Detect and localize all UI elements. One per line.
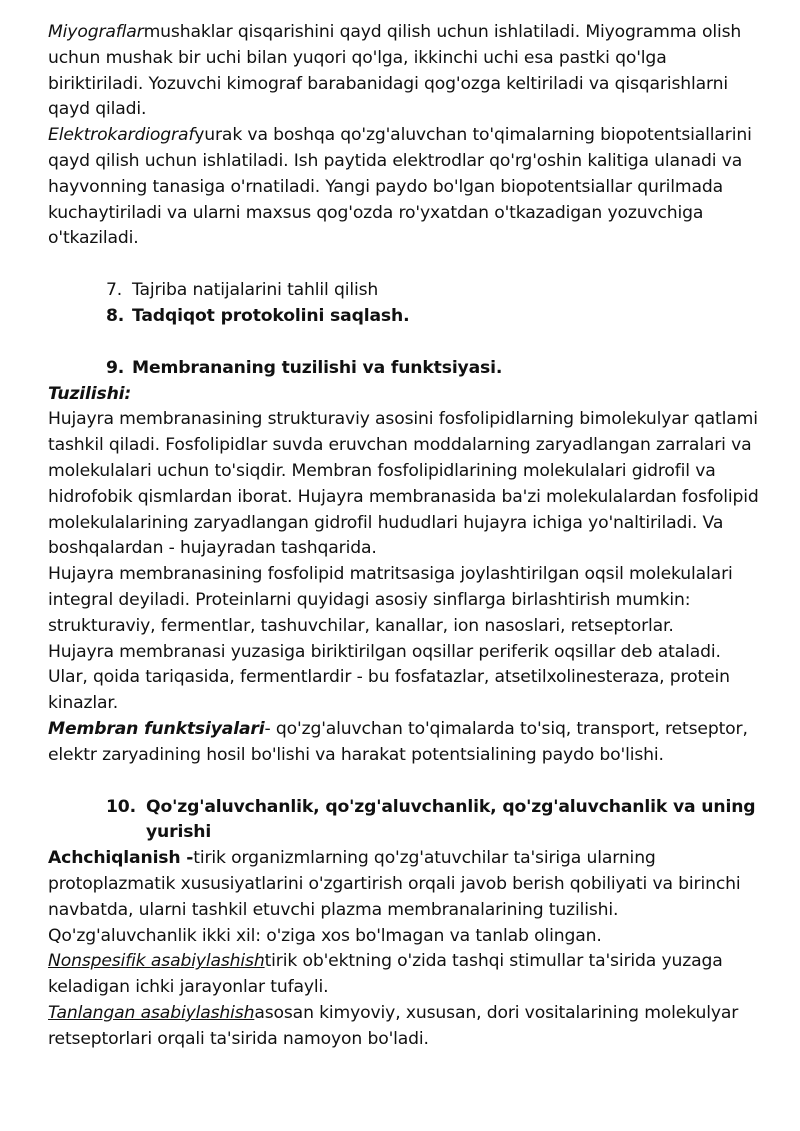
ecg-paragraph xyxy=(48,123,764,252)
membrane-functions-term: Membran funktsiyalari xyxy=(48,718,265,739)
section-9-number: 9. xyxy=(106,357,125,378)
membrane-paragraph-1: Hujayra membranasining strukturaviy asosini fosfolipidlarning bimolekulyar qatlami tashkil qiladi. Fosfolipidlar suvda eruvchan moddalarning zaryadlangan zarralari va molekulalari uchun to'siqdir. Membran fosfolipidlarining molekulalari gidrofil va hidrofobik qismlardan iborat. Hujayra membranasida ba'zi molekulalardan fosfolipid molekulalarining zaryadlangan gidrofil hududlari hujayra ichiga yo'naltiriladi. Va boshqalardan - hujayradan tashqarida. xyxy=(48,409,759,559)
myograph-paragraph xyxy=(48,20,764,123)
spacer xyxy=(48,330,764,356)
membrane-functions-paragraph xyxy=(48,717,764,769)
steps-list xyxy=(48,278,764,330)
myograph-text: mushaklar qisqarishini qayd qilish uchun ishlatiladi. Miyogramma olish uchun mushak bir uchi bilan yuqori qo'lga, ikkinchi uchi esa pastki qo'lga biriktiriladi. Yozuvchi kimograf barabanidagi qog'ozga keltiriladi va qisqarishlarni qayd qiladi. xyxy=(48,22,742,120)
selective-text: asosan kimyoviy, xususan, dori vositalarining molekulyar retseptorlari orqali ta'sirida namoyon bo'ladi. xyxy=(48,1002,739,1049)
ecg-text: yurak va boshqa qo'zg'aluvchan to'qimalarning biopotentsiallarini qayd qilish uchun ishlatiladi. Ish paytida elektrodlar qo'rg'oshin kalitiga ulanadi va hayvonning tanasiga o'rnatiladi. Yangi paydo bo'lgan biopotentsiallar qurilmada kuchaytiriladi va ularni maxsus qog'ozda ro'yxatdan o'tkazadigan yozuvchiga o'tkaziladi. xyxy=(48,125,752,249)
membrane-functions-text: - qo'zg'aluvchan to'qimalarda to'siq, transport, retseptor, elektr zaryadining hosil bo'lishi va harakat potentsialining paydo bo'lishi. xyxy=(48,718,748,765)
step-number: 7. xyxy=(106,280,123,301)
structure-label: Tuzilishi: xyxy=(48,383,132,404)
step-number: 8. xyxy=(106,305,125,326)
membrane-paragraph-2: Hujayra membranasining fosfolipid matritsasiga joylashtirilgan oqsil molekulalari integral deyiladi. Proteinlarni quyidagi asosiy sinflarga birlashtirish mumkin: strukturaviy, fermentlar, tashuvchilar, kanallar, ion nasoslari, retseptorlar. xyxy=(48,564,733,636)
nonspecific-text: tirik ob'ektning o'zida tashqi stimullar ta'sirida yuzaga keladigan ichki jarayonlar tufayli. xyxy=(48,951,723,998)
section-10-heading xyxy=(48,795,764,847)
step-text: Tadqiqot protokolini saqlash. xyxy=(132,305,410,326)
kinds-paragraph: Qo'zg'aluvchanlik ikki xil: o'ziga xos bo'lmagan va tanlab olingan. xyxy=(48,925,602,946)
irritation-text: tirik organizmlarning qo'zg'atuvchilar ta'siriga ularning protoplazmatik xususiyatlarini o'zgartirish orqali javob berish qobiliyati va birinchi navbatda, ularni tashkil etuvchi plazma membranalarining tuzilishi. xyxy=(48,848,741,920)
step-item xyxy=(48,278,764,304)
spacer xyxy=(48,769,764,795)
selective-paragraph xyxy=(48,1001,764,1053)
myograph-term: Miyograflar xyxy=(48,22,144,42)
step-item xyxy=(48,304,764,330)
ecg-term: Elektrokardiograf xyxy=(48,125,195,146)
membrane-paragraph-3: Hujayra membranasi yuzasiga biriktirilgan oqsillar periferik oqsillar deb ataladi. Ular, qoida tariqasida, fermentlardir - bu fosfatazlar, atsetilxolinesteraza, protein kinazlar. xyxy=(48,641,730,714)
irritation-term: Achchiqlanish - xyxy=(48,848,194,869)
spacer xyxy=(48,252,764,278)
section-9-title: Membrananing tuzilishi va funktsiyasi. xyxy=(132,357,503,378)
section-10-title: Qo'zg'aluvchanlik, qo'zg'aluvchanlik, qo'zg'aluvchanlik va uning yurishi xyxy=(146,796,756,843)
nonspecific-term: Nonspesifik asabiylashish xyxy=(48,951,265,972)
selective-term: Tanlangan asabiylashish xyxy=(48,1002,255,1023)
section-9-heading xyxy=(48,356,764,382)
section-10-number: 10. xyxy=(106,796,136,817)
irritation-paragraph xyxy=(48,846,764,923)
nonspecific-paragraph xyxy=(48,949,764,1001)
step-text: Tajriba natijalarini tahlil qilish xyxy=(132,280,379,301)
